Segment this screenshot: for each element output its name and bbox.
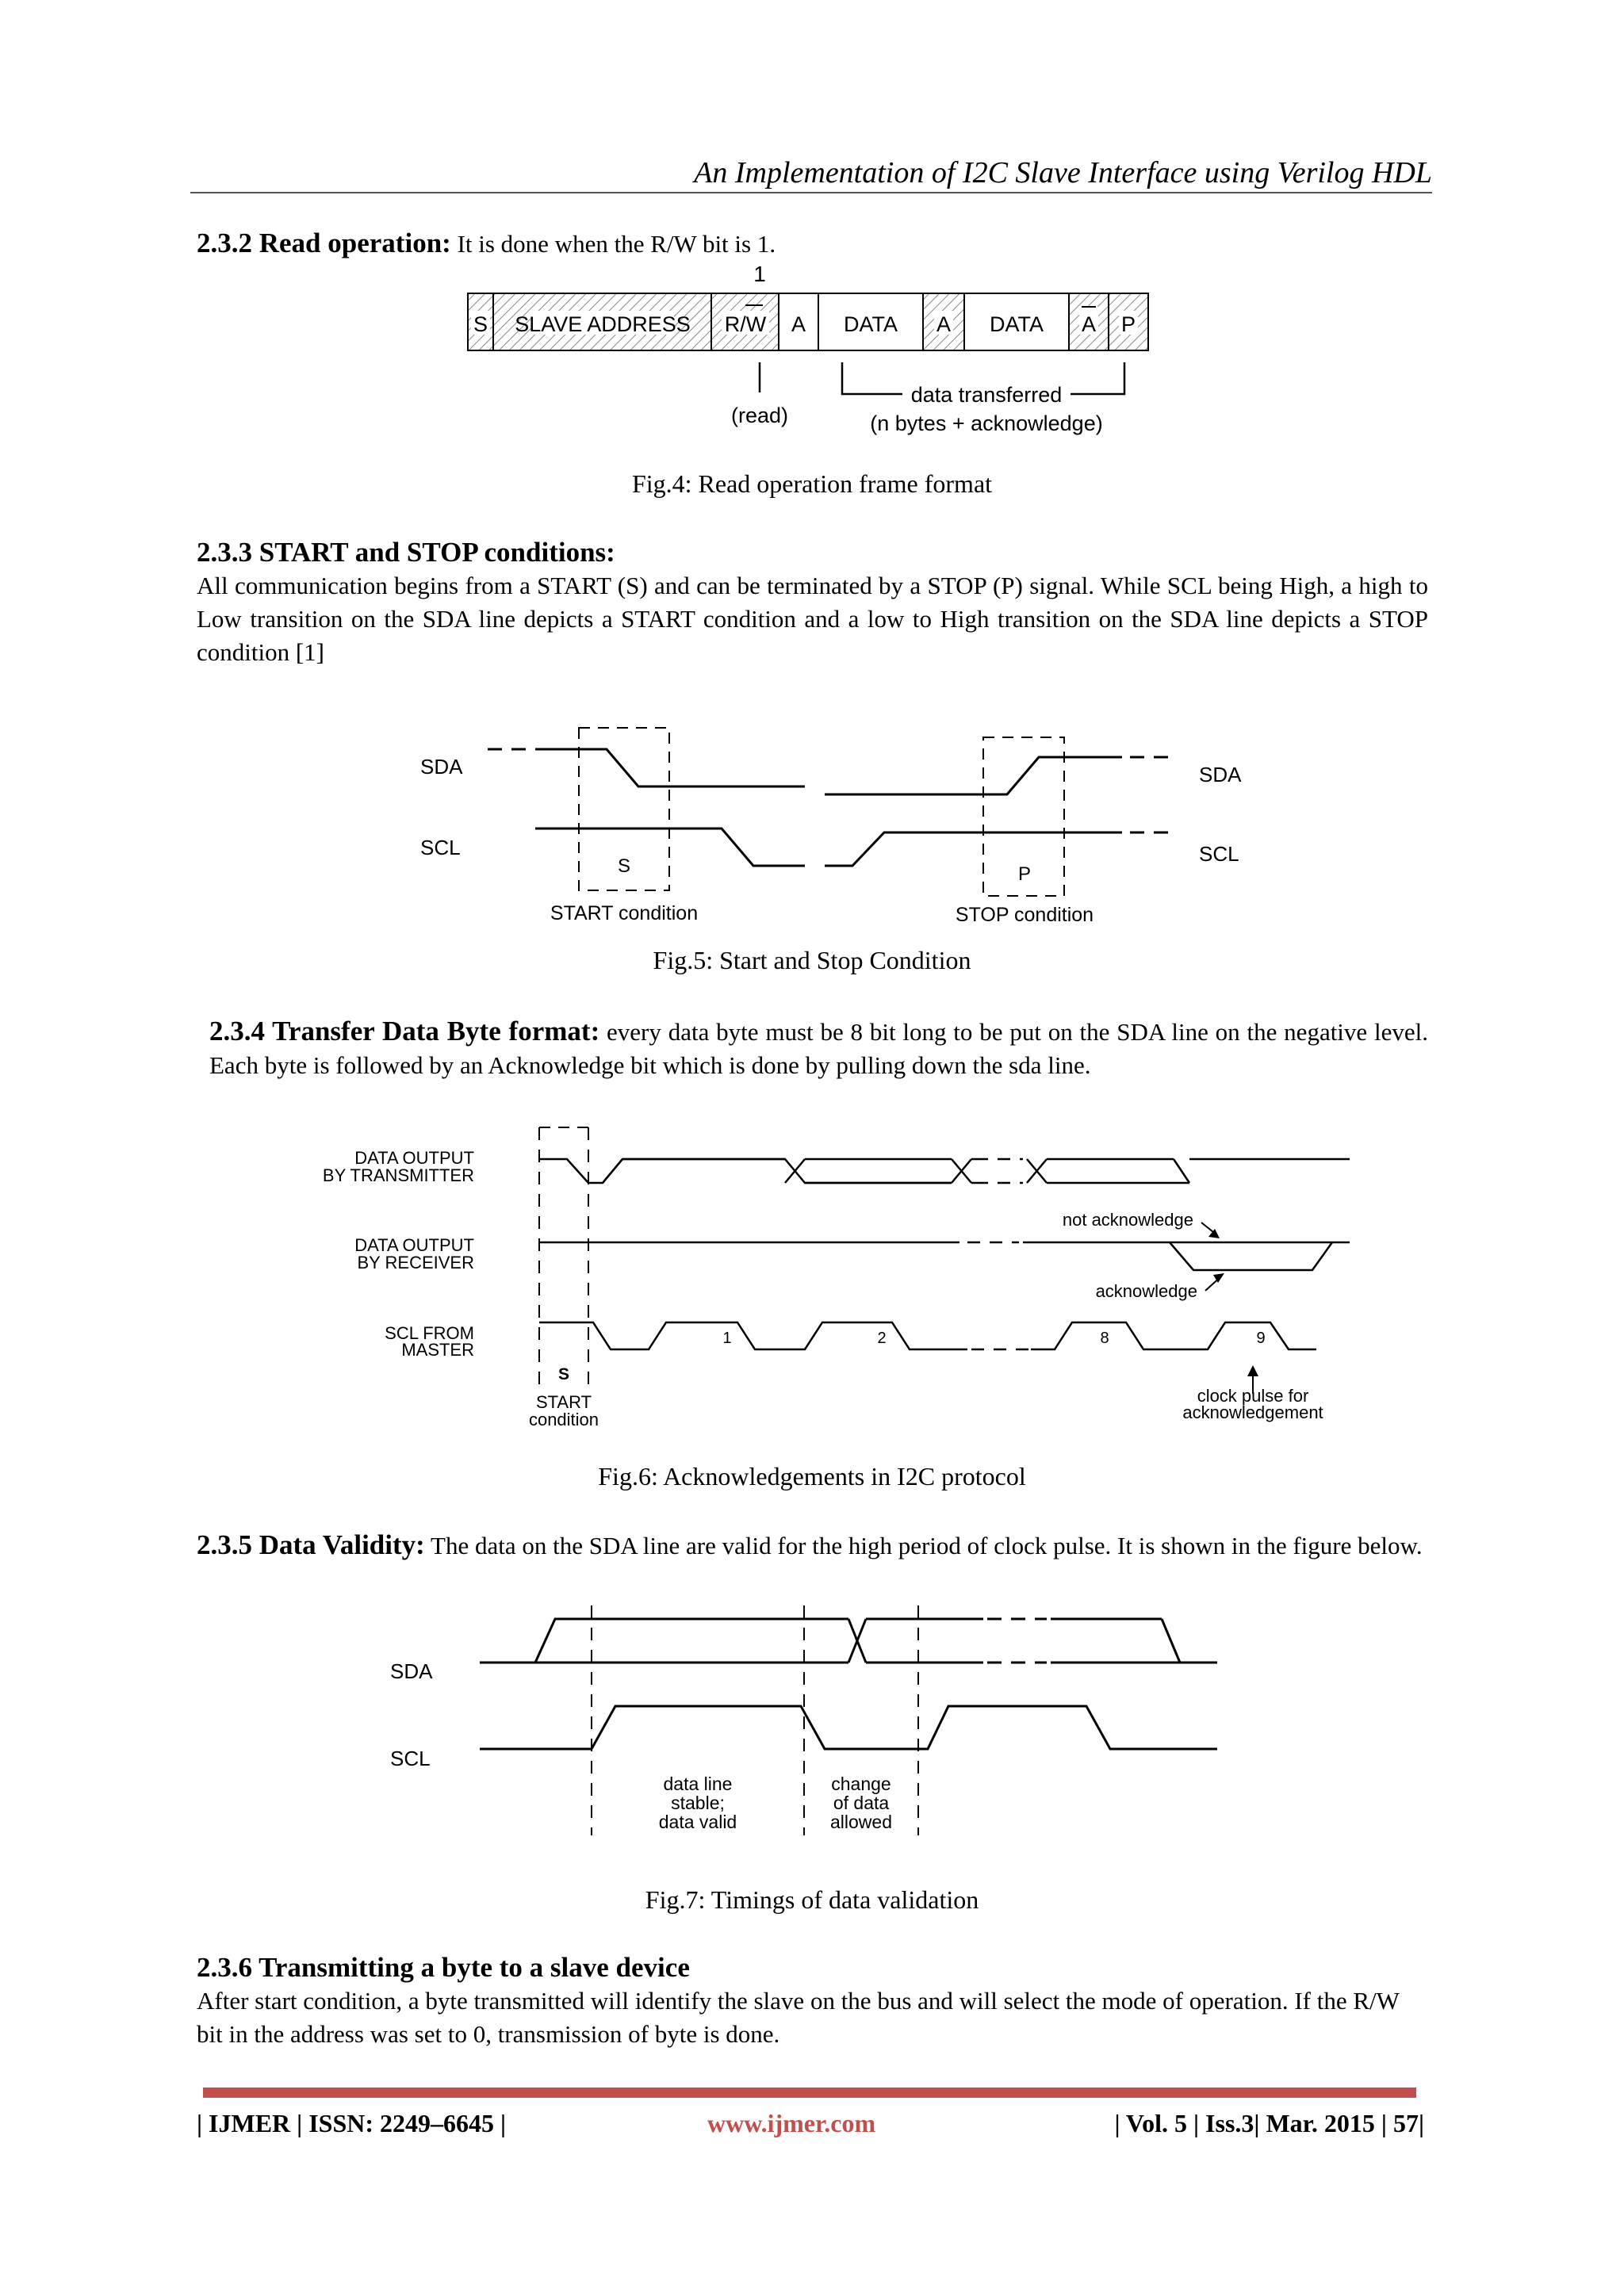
- section-235-heading: 2.3.5 Data Validity:: [197, 1529, 425, 1560]
- sda-label-right: SDA: [1199, 763, 1242, 786]
- field-ack: A: [791, 312, 806, 336]
- scl-label-right: SCL: [1199, 842, 1239, 866]
- field-rw: R/W: [724, 312, 767, 336]
- acknowledge-label: acknowledge: [1095, 1281, 1197, 1301]
- rx-label-2: BY RECEIVER: [357, 1253, 474, 1272]
- pulse-label-1: 1: [722, 1330, 732, 1347]
- section-236-heading: 2.3.6 Transmitting a byte to a slave device: [197, 1952, 690, 1983]
- stable-label-3: data valid: [658, 1812, 737, 1832]
- rx-label-1: DATA OUTPUT: [354, 1235, 474, 1255]
- scl-label-left: SCL: [420, 836, 461, 859]
- clock-pulse-label-2: acknowledgement: [1182, 1402, 1323, 1422]
- scl-label-1: SCL FROM: [385, 1323, 474, 1343]
- section-234-text: every data byte must be 8 bit long to be put on the SDA line on the negative level. Each byte is followed by an Acknowledge bit which is done by pulling down the sda line.: [209, 1018, 1428, 1079]
- tx-waveform-bottom-a: [588, 1159, 952, 1183]
- start-s-mark: S: [557, 1365, 570, 1383]
- section-235-paragraph: [197, 1529, 1428, 1563]
- section-236-text: After start condition, a byte transmitted will identify the slave on the bus and will select the mode of operation. If the R/W bit in the address was set to 0, transmission of byte is done.: [197, 1987, 1400, 2048]
- stable-label-1: data line: [663, 1774, 733, 1794]
- start-s-label: S: [617, 855, 631, 877]
- transfer-bracket-left: [842, 362, 902, 394]
- footer-issn: | IJMER | ISSN: 2249–6645 |: [197, 2109, 507, 2137]
- read-frame-figure: [460, 258, 1174, 444]
- pulse-label-9: 9: [1256, 1330, 1266, 1347]
- change-label-1: change: [831, 1774, 891, 1794]
- stop-sda-line: [825, 757, 1122, 794]
- section-234-heading: 2.3.4 Transfer Data Byte format:: [209, 1016, 600, 1047]
- fig7-caption: Fig.7: Timings of data validation: [645, 1885, 979, 1914]
- rx-ack-pulse: [1170, 1242, 1332, 1270]
- start-stop-figure: [373, 714, 1269, 932]
- field-nack: A: [1081, 312, 1097, 336]
- tx-start-transition: [539, 1159, 588, 1183]
- not-acknowledge-label: not acknowledge: [1062, 1210, 1193, 1230]
- scl-waveform-b: [1031, 1322, 1316, 1349]
- fig4-caption: Fig.4: Read operation frame format: [631, 469, 993, 498]
- stop-p-label: P: [1017, 863, 1032, 885]
- section-233-heading: 2.3.3 START and STOP conditions:: [197, 537, 615, 568]
- start-label: START: [535, 1392, 592, 1412]
- section-235-text: The data on the SDA line are valid for the high period of clock pulse. It is shown in the figure below.: [424, 1532, 1423, 1559]
- stop-condition-label: STOP condition: [955, 904, 1094, 926]
- footer-volume: | Vol. 5 | Iss.3| Mar. 2015 | 57|: [1114, 2109, 1424, 2137]
- data-validity-figure: [373, 1601, 1245, 1839]
- field-ack2: A: [936, 312, 952, 336]
- tx-label-2: BY TRANSMITTER: [322, 1165, 474, 1185]
- field-p: P: [1120, 312, 1136, 336]
- section-232-heading: 2.3.2 Read operation:: [197, 228, 451, 258]
- change-label-2: of data: [833, 1793, 890, 1813]
- sda-label-left: SDA: [420, 755, 463, 779]
- section-232-paragraph: [197, 227, 1428, 261]
- sda-label: SDA: [390, 1659, 433, 1683]
- scl-label-2: MASTER: [401, 1340, 474, 1360]
- header-rule: [190, 192, 1432, 193]
- footer-website-link[interactable]: www.ijmer.com: [707, 2109, 876, 2137]
- pulse-label-8: 8: [1100, 1330, 1109, 1347]
- section-234-paragraph: [209, 1015, 1428, 1082]
- tx-label-1: DATA OUTPUT: [354, 1148, 474, 1168]
- scl-clock-line: [480, 1706, 1217, 1749]
- field-s: S: [473, 312, 488, 336]
- clock-pulse-label-1: clock pulse for: [1197, 1386, 1309, 1406]
- section-232-text: It is done when the R/W bit is 1.: [450, 230, 776, 258]
- fig6-caption: Fig.6: Acknowledgements in I2C protocol: [598, 1462, 1026, 1490]
- scl-label: SCL: [390, 1747, 431, 1770]
- pulse-label-2: 2: [877, 1330, 887, 1347]
- change-label-3: allowed: [830, 1812, 892, 1832]
- field-slave-address: SLAVE ADDRESS: [515, 312, 691, 336]
- section-233-text: All communication begins from a START (S) and can be terminated by a STOP (P) signal. While SCL being High, a high to Low transition on the SDA line depicts a START condition and a low to High transition on the SDA line depicts a STOP condition [1]: [197, 572, 1428, 666]
- start-condition-label: START condition: [550, 902, 699, 924]
- ack-figure: [270, 1118, 1364, 1435]
- start-condition-label: condition: [528, 1410, 599, 1429]
- stop-scl-line: [825, 832, 1122, 866]
- sda-high-line: [535, 1619, 848, 1663]
- read-label: (read): [730, 404, 789, 427]
- transfer-bracket-right: [1071, 362, 1124, 394]
- rw-bit-value: 1: [753, 262, 766, 286]
- transfer-sublabel: (n bytes + acknowledge): [870, 411, 1103, 435]
- running-title: An Implementation of I2C Slave Interface using Verilog HDL: [694, 156, 1432, 189]
- fig5-caption: Fig.5: Start and Stop Condition: [653, 946, 971, 974]
- field-data2: DATA: [989, 312, 1044, 336]
- stable-label-2: stable;: [671, 1793, 725, 1813]
- transfer-label: data transferred: [910, 383, 1063, 407]
- field-data: DATA: [843, 312, 898, 336]
- scl-waveform-a: [539, 1322, 967, 1349]
- footer-bar: [203, 2087, 1416, 2098]
